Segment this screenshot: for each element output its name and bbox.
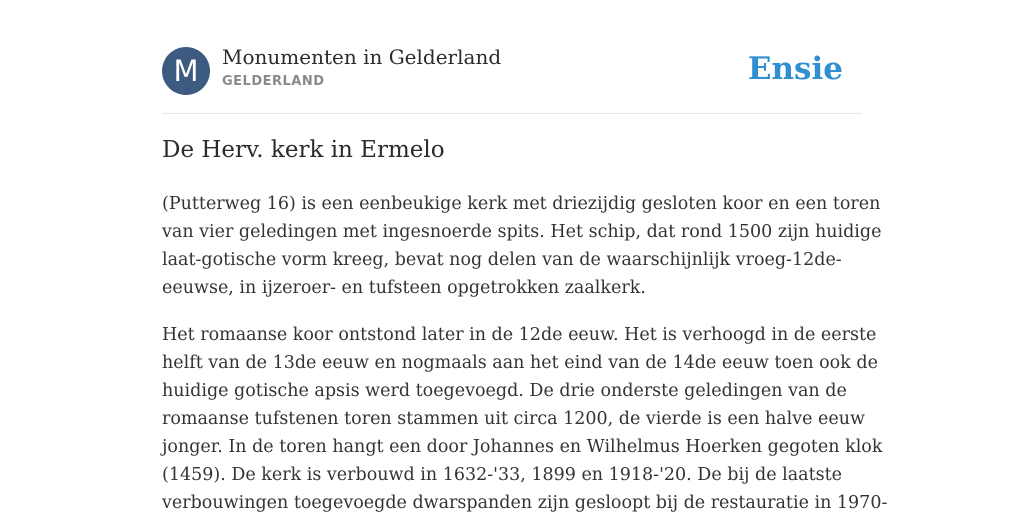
- paragraph-line: jonger. In de toren hangt een door Johannes en Wilhelmus Hoerken gegoten klok: [162, 437, 883, 457]
- header: [162, 0, 862, 114]
- content-column: [162, 0, 888, 512]
- paragraph-line: Het romaanse koor ontstond later in de 12de eeuw. Het is verhoogd in de eerste: [162, 325, 877, 345]
- paragraph-line: helft van de 13de eeuw en nogmaals aan het eind van de 14de eeuw toen ook de: [162, 353, 878, 373]
- paragraph: [162, 321, 888, 512]
- ensie-logo[interactable]: Ensie: [747, 51, 843, 87]
- entry-body: [162, 190, 888, 512]
- dictionary-subtitle[interactable]: GELDERLAND: [222, 74, 325, 89]
- paragraph: [162, 190, 882, 302]
- paragraph-line: verbouwingen toegevoegde dwarspanden zijn gesloopt bij de restauratie in 1970-: [162, 493, 888, 512]
- paragraph-line: eeuwse, in ijzeroer- en tufsteen opgetrokken zaalkerk.: [162, 278, 646, 298]
- paragraph-line: laat-gotische vorm kreeg, bevat nog delen van de waarschijnlijk vroeg-12de-: [162, 250, 842, 270]
- paragraph-line: (Putterweg 16) is een eenbeukige kerk met driezijdig gesloten koor en een toren: [162, 194, 881, 214]
- dictionary-avatar[interactable]: M: [162, 47, 210, 95]
- entry-title: De Herv. kerk in Ermelo: [162, 137, 445, 163]
- paragraph-line: huidige gotische apsis werd toegevoegd. De drie onderste geledingen van de: [162, 381, 847, 401]
- paragraph-line: romaanse tufstenen toren stammen uit circa 1200, de vierde is een halve eeuw: [162, 409, 865, 429]
- paragraph-line: (1459). De kerk is verbouwd in 1632-'33, 1899 en 1918-'20. De bij de laatste: [162, 465, 843, 485]
- dictionary-title[interactable]: Monumenten in Gelderland: [222, 45, 502, 69]
- paragraph-line: van vier geledingen met ingesnoerde spits. Het schip, dat rond 1500 zijn huidige: [162, 222, 882, 242]
